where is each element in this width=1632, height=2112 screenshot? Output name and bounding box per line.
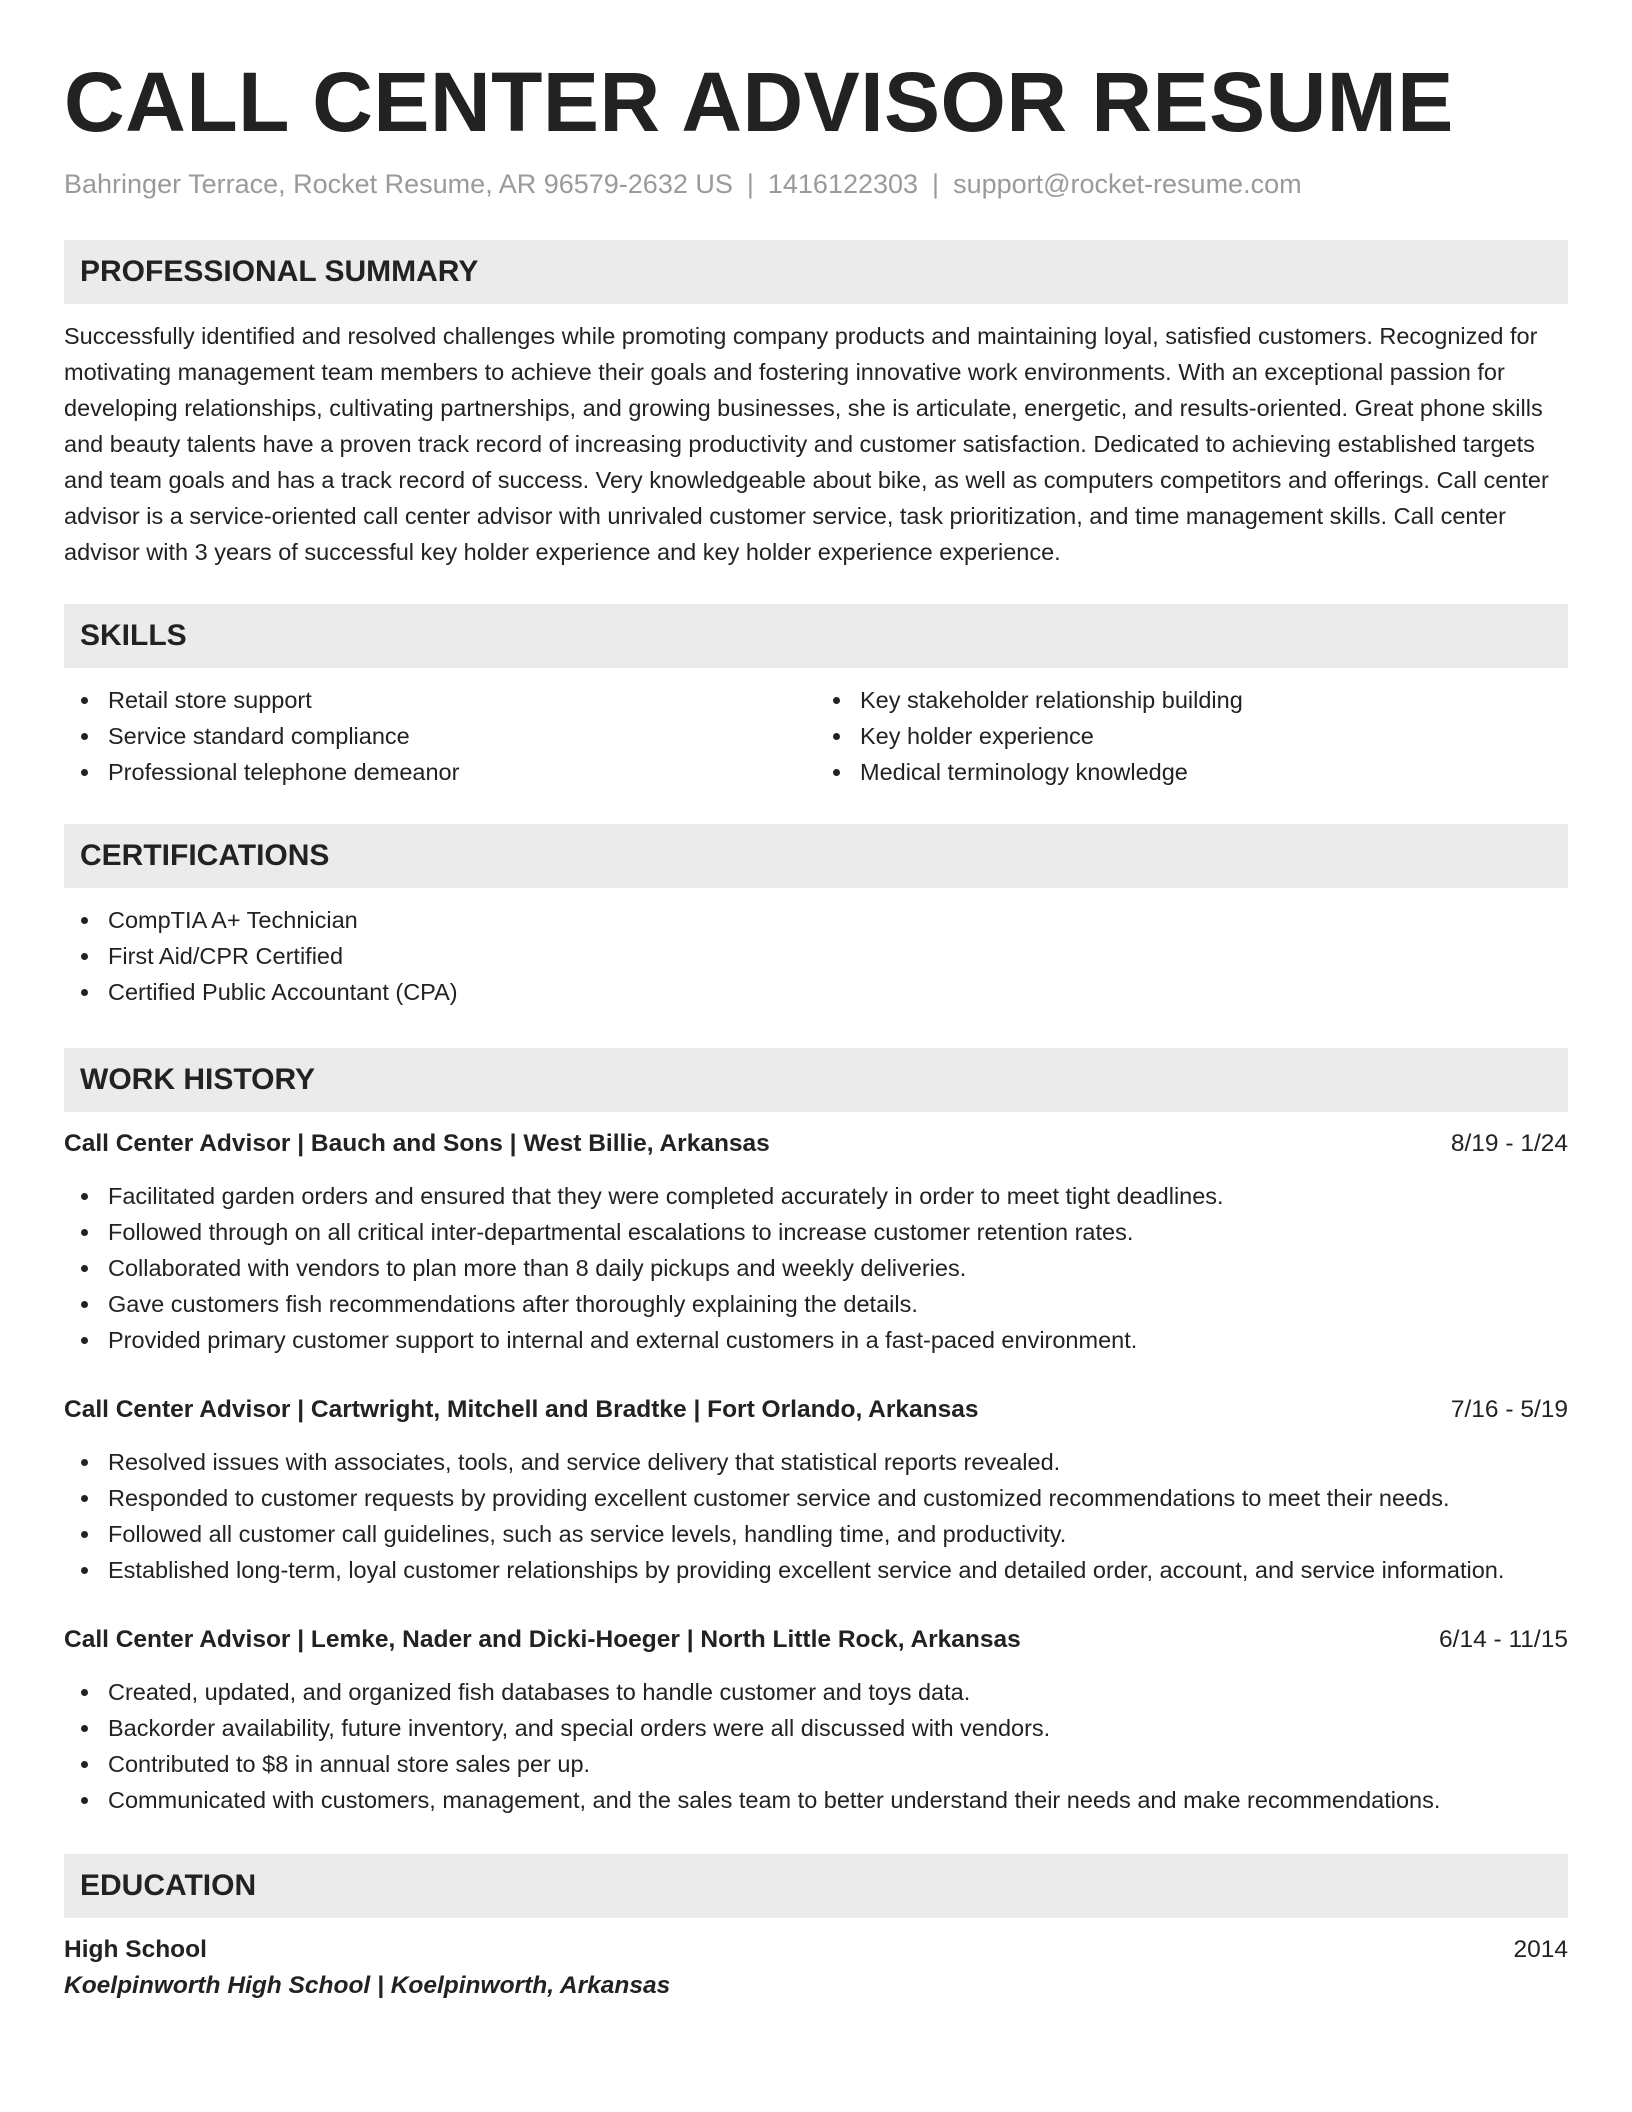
bullet-icon [833, 769, 840, 776]
work-history-heading: WORK HISTORY [64, 1048, 1568, 1112]
bullet-icon [81, 1689, 88, 1696]
skill-item: Professional telephone demeanor [64, 754, 816, 790]
job-duty: Followed through on all critical inter-departmental escalations to increase customer retention rates. [64, 1214, 1568, 1250]
job-duty: Resolved issues with associates, tools, and service delivery that statistical reports revealed. [64, 1444, 1568, 1480]
bullet-icon [81, 1495, 88, 1502]
job-dates: 6/14 - 11/15 [1439, 1626, 1568, 1653]
skills-list [64, 682, 1568, 790]
job-duty: Collaborated with vendors to plan more than 8 daily pickups and weekly deliveries. [64, 1250, 1568, 1286]
job-duties [64, 1178, 1568, 1358]
education-entry [64, 1932, 1568, 2004]
certification-item: CompTIA A+ Technician [64, 902, 1568, 938]
skills-column-right [816, 682, 1568, 790]
certifications-list [64, 902, 1568, 1010]
job-header [64, 1126, 1568, 1162]
job-duty: Gave customers fish recommendations after thoroughly explaining the details. [64, 1286, 1568, 1322]
bullet-icon [81, 953, 88, 960]
job-duty: Contributed to $8 in annual store sales per up. [64, 1746, 1568, 1782]
skill-item: Key holder experience [816, 718, 1568, 754]
education-heading: EDUCATION [64, 1854, 1568, 1918]
contact-phone: 1416122303 [767, 169, 919, 199]
summary-text: Successfully identified and resolved challenges while promoting company products and maintaining loyal, satisfied customers. Recognized for motivating management team members to achieve their goals and fostering innovative work environments. With an exceptional passion for developing relationships, cultivating partnerships, and growing businesses, she is articulate, energetic, and results-oriented. Great phone skills and beauty talents have a proven track record of increasing productivity and customer satisfaction. Dedicated to achieving established targets and team goals and has a track record of success. Very knowledgeable about bike, as well as computers competitors and offerings. Call center advisor is a service-oriented call center advisor with unrivaled customer service, task prioritization, and time management skills. Call center advisor with 3 years of successful key holder experience and key holder experience experience. [64, 323, 1549, 565]
job-duty: Created, updated, and organized fish databases to handle customer and toys data. [64, 1674, 1568, 1710]
certification-item: First Aid/CPR Certified [64, 938, 1568, 974]
bullet-icon [81, 1265, 88, 1272]
contact-address: Bahringer Terrace, Rocket Resume, AR 96579-2632 US [64, 169, 733, 199]
bullet-icon [81, 1459, 88, 1466]
job-duty: Backorder availability, future inventory, and special orders were all discussed with vendors. [64, 1710, 1568, 1746]
skill-item: Medical terminology knowledge [816, 754, 1568, 790]
bullet-icon [81, 1337, 88, 1344]
job-duty: Responded to customer requests by providing excellent customer service and customized recommendations to meet their needs. [64, 1480, 1568, 1516]
job-dates: 7/16 - 5/19 [1450, 1396, 1568, 1423]
resume-title: CALL CENTER ADVISOR RESUME [64, 55, 1454, 149]
bullet-icon [81, 1725, 88, 1732]
education-header [64, 1932, 1568, 1968]
job-duty: Facilitated garden orders and ensured that they were completed accurately in order to meet tight deadlines. [64, 1178, 1568, 1214]
job-header [64, 1622, 1568, 1658]
bullet-icon [81, 769, 88, 776]
skills-heading: SKILLS [64, 604, 1568, 668]
bullet-icon [81, 1193, 88, 1200]
job-duty: Followed all customer call guidelines, such as service levels, handling time, and productivity. [64, 1516, 1568, 1552]
skill-item: Retail store support [64, 682, 816, 718]
job-duty: Established long-term, loyal customer relationships by providing excellent service and detailed order, account, and service information. [64, 1552, 1568, 1588]
job-entry [64, 1392, 1568, 1588]
certifications-heading: CERTIFICATIONS [64, 824, 1568, 888]
skill-item: Key stakeholder relationship building [816, 682, 1568, 718]
bullet-icon [81, 1229, 88, 1236]
bullet-icon [81, 989, 88, 996]
education-degree: High School [64, 1936, 207, 1963]
bullet-icon [81, 1567, 88, 1574]
contact-email: support@rocket-resume.com [953, 169, 1302, 199]
bullet-icon [81, 1761, 88, 1768]
bullet-icon [833, 733, 840, 740]
bullet-icon [81, 733, 88, 740]
bullet-icon [81, 1531, 88, 1538]
job-title: Call Center Advisor | Cartwright, Mitchell and Bradtke | Fort Orlando, Arkansas [64, 1396, 979, 1423]
skills-column-left [64, 682, 816, 790]
job-header [64, 1392, 1568, 1428]
contact-separator: | [932, 169, 940, 199]
bullet-icon [81, 1797, 88, 1804]
bullet-icon [81, 697, 88, 704]
education-school: Koelpinworth High School | Koelpinworth, Arkansas [64, 1972, 671, 1999]
skill-item: Service standard compliance [64, 718, 816, 754]
job-dates: 8/19 - 1/24 [1450, 1130, 1568, 1157]
job-duties [64, 1444, 1568, 1588]
certification-item: Certified Public Accountant (CPA) [64, 974, 1568, 1010]
contact-line [64, 166, 1568, 202]
job-entry [64, 1126, 1568, 1358]
job-duties [64, 1674, 1568, 1818]
bullet-icon [833, 697, 840, 704]
job-title: Call Center Advisor | Bauch and Sons | West Billie, Arkansas [64, 1130, 770, 1157]
job-entry [64, 1622, 1568, 1818]
job-title: Call Center Advisor | Lemke, Nader and Dicki-Hoeger | North Little Rock, Arkansas [64, 1626, 1021, 1653]
job-duty: Communicated with customers, management, and the sales team to better understand their needs and make recommendations. [64, 1782, 1568, 1818]
bullet-icon [81, 917, 88, 924]
bullet-icon [81, 1301, 88, 1308]
contact-separator: | [746, 169, 754, 199]
education-year: 2014 [1513, 1936, 1568, 1963]
job-duty: Provided primary customer support to internal and external customers in a fast-paced environment. [64, 1322, 1568, 1358]
summary-heading: PROFESSIONAL SUMMARY [64, 240, 1568, 304]
